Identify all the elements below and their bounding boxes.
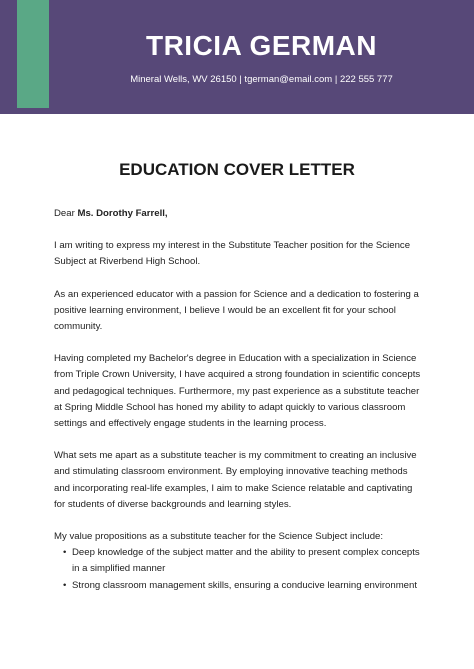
salutation-prefix: Dear: [54, 208, 78, 219]
header-band: [0, 0, 474, 114]
applicant-name: TRICIA GERMAN: [145, 30, 377, 61]
paragraph-experience: Having completed my Bachelor's degree in Education with a specialization in Science from Triple Crown University, I have acquired a strong foundation in scientific concepts and pedagogical techniques. Furthermore, my past experience as a substitute teacher at Spring Middle School has honed my ability to adapt quickly to various classroom settings and effectively engage students in the learning process.: [54, 353, 421, 430]
salutation: [54, 206, 424, 222]
paragraph-intro: I am writing to express my interest in the Substitute Teacher position for the Science Subject at Riverbend High School.: [54, 240, 411, 268]
list-item: • Strong classroom management skills, ensuring a conducive learning environment: [63, 578, 424, 594]
letter-title: EDUCATION COVER LETTER: [119, 160, 355, 179]
accent-stripe: [17, 0, 49, 108]
value-propositions-list: [54, 545, 424, 594]
paragraph-passion: As an experienced educator with a passion for Science and a dedication to fostering a positive learning environment, I believe I would be an excellent fit for your school community.: [54, 288, 419, 333]
letter-body: [54, 206, 424, 594]
contact-info: Mineral Wells, WV 26150 | tgerman@email.com | 222 555 777: [130, 74, 393, 85]
list-item: • Deep knowledge of the subject matter and the ability to present complex concepts in a simplified manner: [63, 545, 424, 577]
paragraph-differentiator: What sets me apart as a substitute teacher is my commitment to creating an inclusive and stimulating classroom environment. By employing innovative teaching methods and incorporating real-life examples, I aim to make Science relatable and captivating for students of diverse backgrounds and learning styles.: [54, 450, 417, 510]
recipient-name: Ms. Dorothy Farrell,: [77, 208, 168, 219]
list-intro: My value propositions as a substitute teacher for the Science Subject include:: [54, 531, 384, 543]
